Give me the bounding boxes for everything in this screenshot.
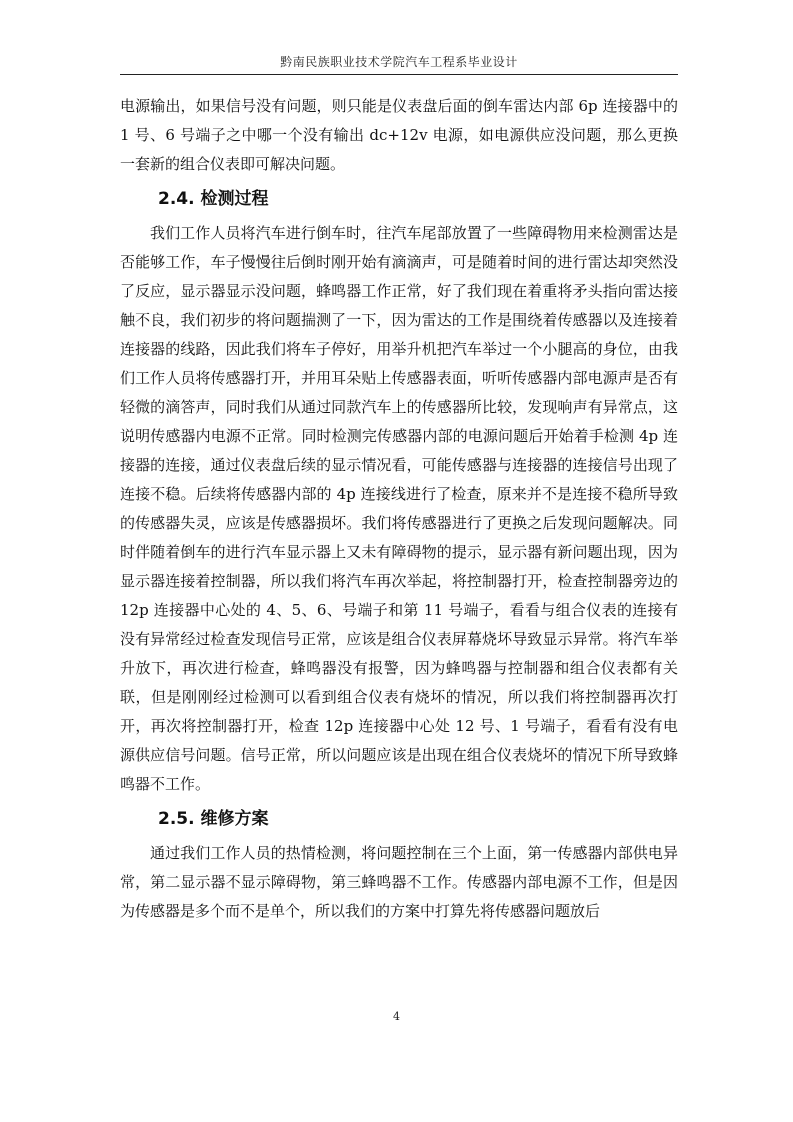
paragraph-detection-process: 我们工作人员将汽车进行倒车时，往汽车尾部放置了一些障碍物用来检测雷达是否能够工作，车子慢慢往后倒时刚开始有滴滴声，可是随着时间的进行雷达却突然没了反应，显示器显示没问题，蜂鸣器工作正常，好了我们现在着重将矛头指向雷达接触不良，我们初步的将问题揣测了一下，因为雷达的工作是围绕着传感器以及连接着连接器的线路，因此我们将车子停好，用举升机把汽车举过一个小腿高的身位，由我们工作人员将传感器打开，并用耳朵贴上传感器表面，听听传感器内部电源声是否有轻微的滴答声，同时我们从通过同款汽车上的传感器所比较，发现响声有异常点，这说明传感器内电源不正常。同时检测完传感器内部的电源问题后开始着手检测 4p 连接器的连接，通过仪表盘后续的显示情况看，可能传感器与连接器的连接信号出现了连接不稳。后续将传感器内部的 4p 连接线进行了检查，原来并不是连接不稳所导致的传感器失灵，应该是传感器损坏。我们将传感器进行了更换之后发现问题解决。同时伴随着倒车的进行汽车显示器上又未有障碍物的提示，显示器有新问题出现，因为显示器连接着控制器，所以我们将汽车再次举起，将控制器打开，检查控制器旁边的 12p 连接器中心处的 4、5、6、号端子和第 11 号端子，看看与组合仪表的连接有没有异常经过检查发现信号正常，应该是组合仪表屏幕烧坏导致显示异常。将汽车举升放下，再次进行检查，蜂鸣器没有报警，因为蜂鸣器与控制器和组合仪表都有关联，但是刚刚经过检测可以看到组合仪表有烧坏的情况，所以我们将控制器再次打开，再次将控制器打开，检查 12p 连接器中心处 12 号、1 号端子，看看有没有电源供应信号问题。信号正常，所以问题应该是出现在组合仪表烧坏的情况下所导致蜂鸣器不工作。 <box>120 224 678 793</box>
document-body <box>120 92 678 926</box>
section-title: 检测过程 <box>200 189 269 209</box>
paragraph-continued: 电源输出，如果信号没有问题，则只能是仪表盘后面的倒车雷达内部 6p 连接器中的 1 号、6 号端子之中哪一个没有输出 dc+12v 电源，如电源供应没问题，那么更换一套新的组合仪表即可解决问题。 <box>120 97 678 173</box>
section-heading-2-4 <box>120 183 678 215</box>
paragraph-repair-plan: 通过我们工作人员的热情检测，将问题控制在三个上面，第一传感器内部供电异常，第二显示器不显示障碍物，第三蜂鸣器不工作。传感器内部电源不工作，但是因为传感器是多个而不是单个，所以我们的方案中打算先将传感器问题放后 <box>120 844 678 920</box>
running-header: 黔南民族职业技术学院汽车工程系毕业设计 <box>280 55 518 69</box>
section-number: 2.4. <box>158 189 195 209</box>
section-title: 维修方案 <box>200 809 269 829</box>
section-number: 2.5. <box>158 809 195 829</box>
page-number: 4 <box>393 1010 400 1023</box>
header-divider <box>120 74 678 75</box>
section-heading-2-5 <box>120 803 678 835</box>
